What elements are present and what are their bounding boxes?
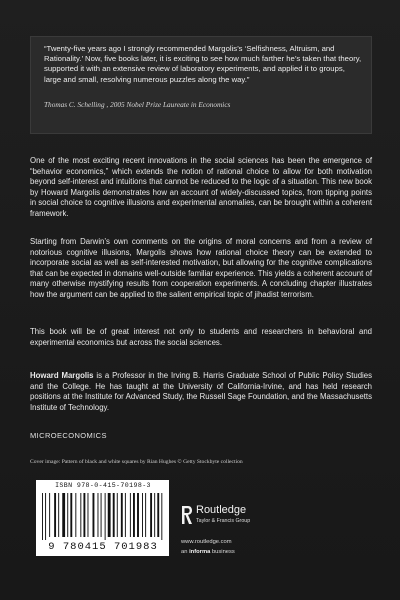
barcode-bar [125, 493, 126, 537]
author-bio [30, 371, 372, 413]
barcode-bar [80, 493, 81, 537]
barcode-bar [105, 493, 106, 540]
barcode-bar [113, 493, 115, 537]
barcode-bar [130, 493, 131, 537]
barcode-bar [75, 493, 76, 537]
barcode-bar [45, 493, 46, 540]
barcode-bar [58, 493, 59, 537]
isbn-label: ISBN 978-0-415-70198-3 [55, 482, 151, 489]
cover-image-credit: Cover image: Pattern of black and white squares by Rian Hughes © Getty Stockbyte collection [30, 459, 243, 465]
description-paragraph-2: Starting from Darwin’s own comments on the origins of moral concerns and from a review of notorious cognitive illusions, Margolis shows how rational choice theory can be extended to incorporate social as well as self-interested motivation, but allowing for the cognitive complications that can be expected in domains well-outside familiar experience. This yields a coherent account of many otherwise mystifying results from cooperation experiments. A concluding chapter illustrates how the argument can be applied to the salient empirical topic of jihadist terrorism. [30, 237, 372, 299]
barcode-bar [98, 493, 99, 537]
barcode-icon [42, 493, 164, 540]
barcode-bar [142, 493, 143, 537]
subject-category: MICROECONOMICS [30, 431, 107, 440]
informa-brand: informa [189, 549, 211, 555]
barcode-bar [42, 493, 43, 540]
barcode-bar [83, 493, 85, 537]
barcode-bar [121, 493, 123, 537]
barcode-bar [157, 493, 159, 537]
barcode-bar [54, 493, 56, 537]
barcode-bar [161, 493, 162, 540]
informa-prefix: an [181, 549, 190, 555]
publisher-group: Taylor & Francis Group [196, 518, 251, 524]
informa-suffix: business [210, 549, 235, 555]
barcode-bar [108, 493, 111, 537]
author-name: Howard Margolis [30, 371, 94, 380]
publisher-name: Routledge [196, 504, 247, 516]
description-paragraph-1: One of the most exciting recent innovations in the social sciences has been the emergence of “behavior economics,” which extends the notion of rational choice to allow for both motivation beyond self-interest and intuitions that cannot be reduced to the logic of a situation. This new book by Howard Margolis demonstrates how an account of widely-discussed topics, from tipping points in social choice to cognitive illusions and experimental anomalies, can be brought within a coherent framework. [30, 156, 372, 218]
barcode-bar [150, 493, 152, 537]
ean-number: 9 780415 701983 [48, 541, 158, 553]
barcode-bar [117, 493, 118, 537]
endorsement-quote: “Twenty-five years ago I strongly recommended Margolis’s ‘Selfishness, Altruism, and Rationality.’ Now, five books later, it is exciting to see how much farther he’s taken that theory, supported it with an extensive review of laboratory experiments, and applied it to groups, large and small, resolving numerous puzzles along the way.” [44, 44, 362, 84]
barcode-bar [70, 493, 72, 537]
barcode-bar [137, 493, 139, 537]
barcode-bar [93, 493, 95, 537]
barcode-bar [133, 493, 135, 537]
barcode-bar [62, 493, 65, 537]
barcode-bar [88, 493, 89, 537]
barcode-bar [154, 493, 155, 537]
author-bio-text: is a Professor in the Irving B. Harris Graduate School of Public Policy Studies and the College. He has taught at the University of California-Irvine, and has held research positions at the Institute for Advanced Study, the Russell Sage Foundation, and the Massachusetts Institute of Technology. [30, 371, 372, 412]
informa-tagline [181, 549, 235, 555]
routledge-logo-icon [180, 505, 193, 525]
quote-attribution: Thomas C. Schelling , 2005 Nobel Prize Laureate in Economics [44, 100, 231, 109]
publisher-url: www.routledge.com [181, 539, 232, 545]
barcode-bar [49, 493, 50, 537]
barcode-bar [145, 493, 146, 537]
barcode-bar [67, 493, 68, 537]
description-paragraph-3: This book will be of great interest not only to students and researchers in behavioral and experimental economics but across the social sciences. [30, 327, 372, 347]
barcode-bar [101, 493, 102, 537]
